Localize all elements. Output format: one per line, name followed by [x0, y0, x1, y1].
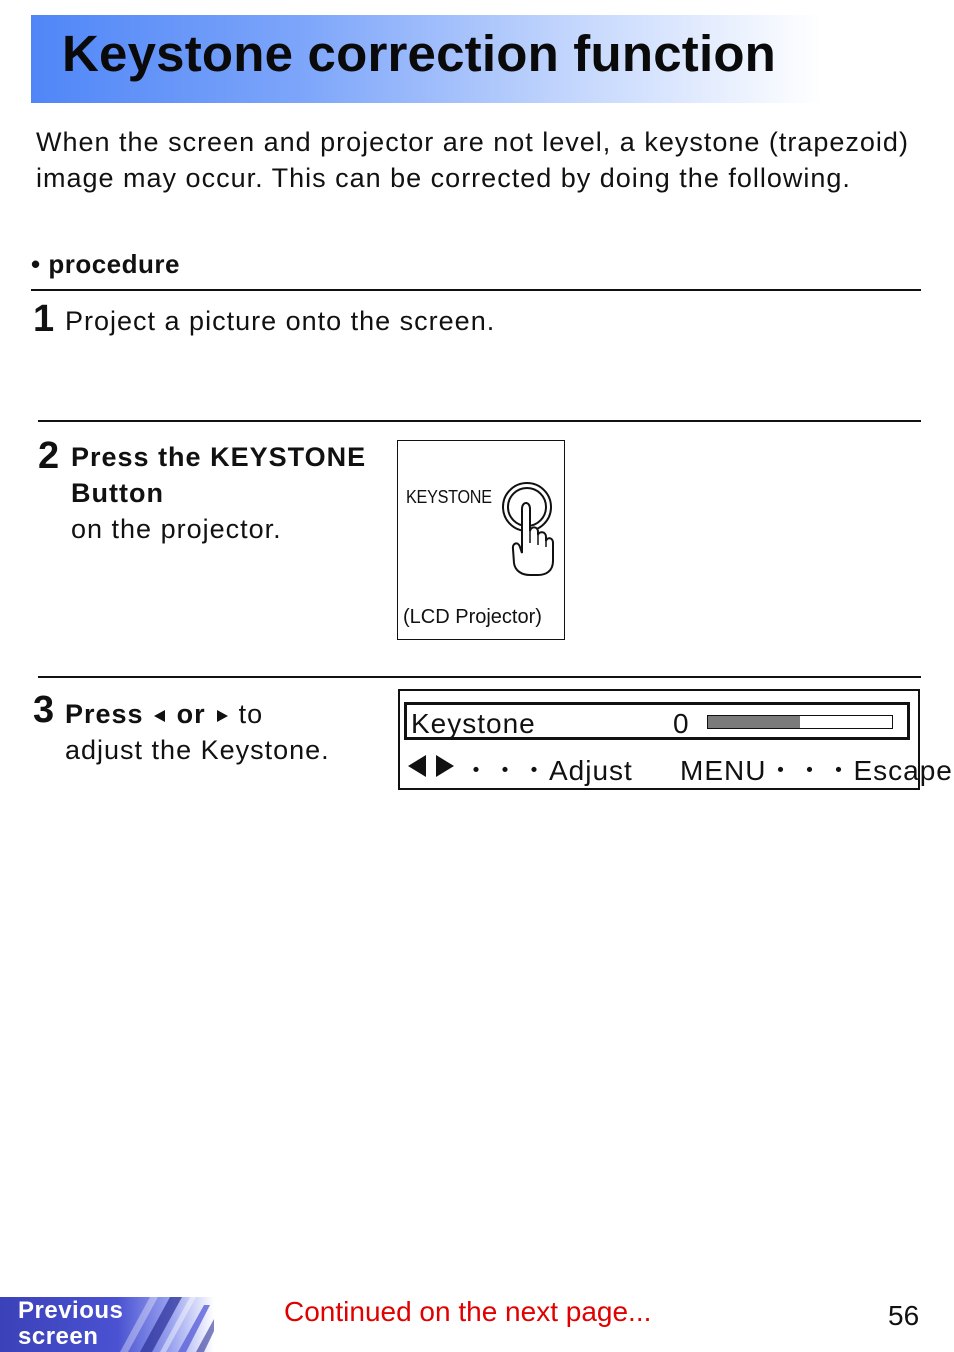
- hand-pressing-button-icon: [500, 479, 560, 579]
- divider: [38, 676, 921, 678]
- osd-hint-row: [406, 747, 953, 786]
- step-3-to: to: [238, 699, 264, 729]
- previous-screen-button[interactable]: [0, 1297, 214, 1352]
- osd-keystone-bar-fill: [708, 716, 800, 728]
- step-2-bold-text: Press the KEYSTONE Button: [71, 442, 367, 508]
- step-2-number: 2: [38, 435, 60, 477]
- procedure-label: • procedure: [31, 249, 180, 279]
- keystone-button-figure: [397, 440, 565, 640]
- divider: [31, 289, 921, 291]
- step-1-text: Project a picture onto the screen.: [65, 306, 496, 336]
- step-1-number: 1: [33, 298, 55, 340]
- step-3-text: adjust the Keystone.: [65, 735, 330, 765]
- step-3-number: 3: [33, 689, 55, 731]
- osd-keystone-label: Keystone: [411, 708, 536, 739]
- osd-keystone-value: 0: [673, 708, 689, 739]
- left-arrow-icon: [152, 708, 168, 724]
- keystone-button-label: KEYSTONE: [406, 487, 492, 507]
- osd-adjust-hint: ・・・Adjust: [462, 755, 633, 786]
- osd-keystone-bar: [707, 715, 893, 729]
- keystone-osd-menu: [398, 689, 953, 790]
- step-2-text: on the projector.: [71, 514, 282, 544]
- left-right-arrows-icon: [406, 754, 458, 778]
- continued-notice: Continued on the next page...: [284, 1296, 652, 1327]
- figure-caption: (LCD Projector): [403, 606, 542, 628]
- step-3-press: Press: [65, 699, 144, 729]
- previous-label-line2: screen: [18, 1323, 99, 1350]
- divider: [38, 420, 921, 422]
- previous-label-line1: Previous: [18, 1297, 124, 1324]
- step-3-first-line: [65, 696, 263, 732]
- osd-escape-hint: MENU・・・Escape: [680, 755, 953, 786]
- page-number: 56: [888, 1300, 920, 1331]
- step-3-or: or: [176, 699, 206, 729]
- previous-screen-label: [18, 1298, 123, 1350]
- page-title: Keystone correction function: [62, 25, 777, 82]
- right-arrow-icon: [214, 708, 230, 724]
- osd-keystone-row: [404, 702, 910, 740]
- intro-paragraph: When the screen and projector are not level, a keystone (trapezoid) image may occur. This can be corrected by doing the following.: [36, 127, 909, 193]
